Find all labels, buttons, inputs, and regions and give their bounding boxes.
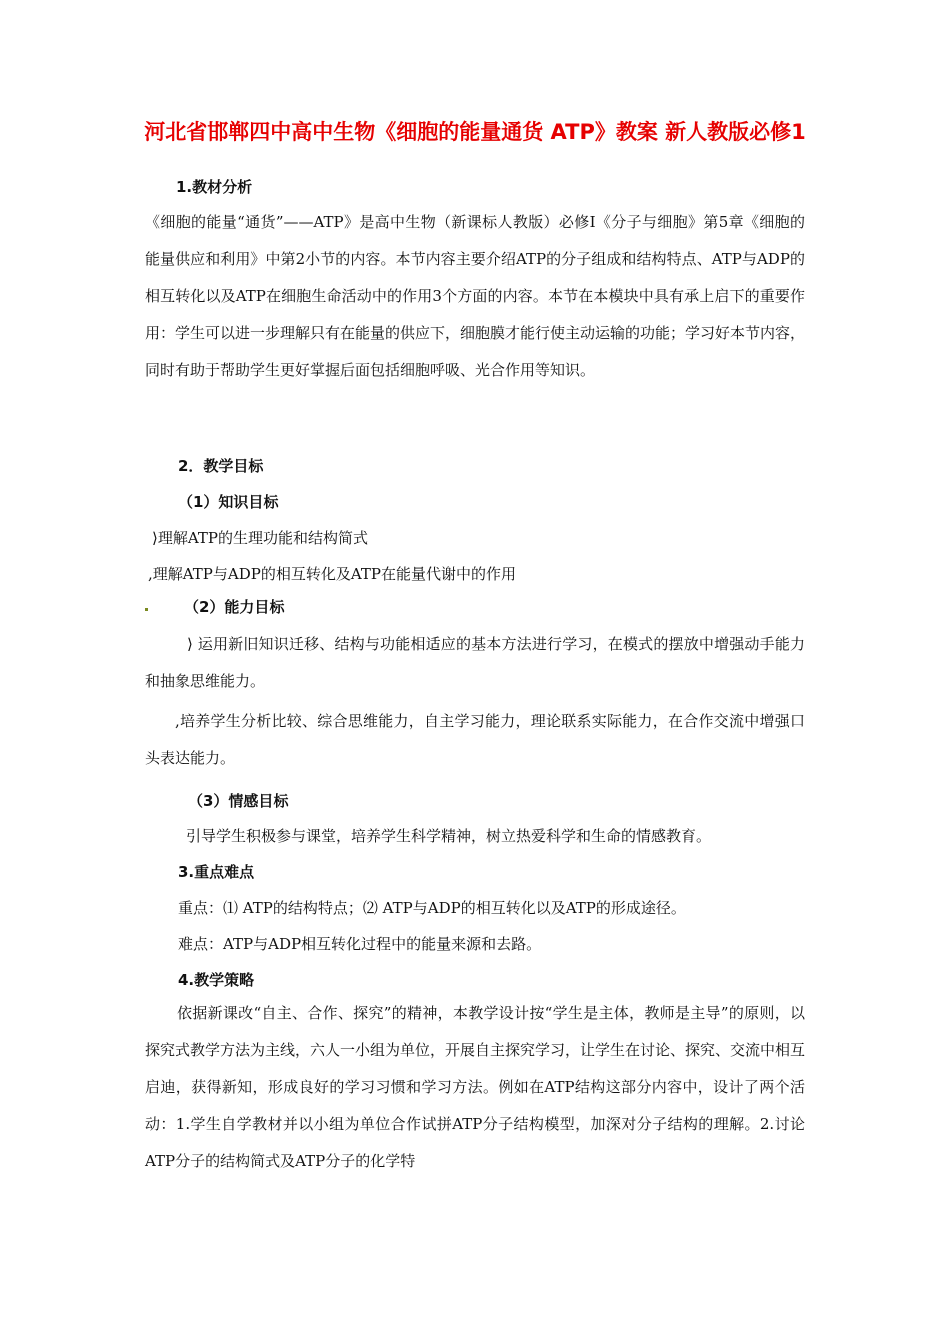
ability-goal-1: ⟩ 运用新旧知识迁移、结构与功能相适应的基本方法进行学习，在模式的摆放中增强动手能力和抽象思维能力。	[145, 635, 805, 690]
subheading-emotion-goals: （3）情感目标	[188, 792, 289, 810]
section-heading-teaching-strategy: 4.教学策略	[178, 971, 255, 989]
scan-mark	[145, 608, 148, 611]
knowledge-goal-2: ,理解ATP与ADP的相互转化及ATP在能量代谢中的作用	[148, 565, 516, 583]
section-heading-teaching-goals: 2．教学目标	[178, 457, 264, 475]
textbook-analysis-paragraph: 《细胞的能量“通货”——ATP》是高中生物（新课标人教版）必修Ⅰ《分子与细胞》第5章《细胞的能量供应和利用》中第2小节的内容。本节内容主要介绍ATP的分子组成和结构特点、ATP与ADP的相互转化以及ATP在细胞生命活动中的作用3个方面的内容。本节在本模块中具有承上启下的重要作用：学生可以进一步理解只有在能量的供应下，细胞膜才能行使主动运输的功能；学习好本节内容，同时有助于帮助学生更好掌握后面包括细胞呼吸、光合作用等知识。	[145, 213, 806, 379]
knowledge-goal-1: ⟩理解ATP的生理功能和结构简式	[152, 529, 368, 547]
document-title: 河北省邯郸四中高中生物《细胞的能量通货 ATP》教案 新人教版必修1	[144, 120, 806, 144]
subheading-knowledge-goals: （1）知识目标	[178, 493, 279, 511]
difficulty-text: 难点：ATP与ADP相互转化过程中的能量来源和去路。	[178, 935, 542, 953]
section-heading-textbook-analysis: 1.教材分析	[176, 178, 253, 196]
section-heading-key-points: 3.重点难点	[178, 863, 255, 881]
key-point-text: 重点：⑴ ATP的结构特点；⑵ ATP与ADP的相互转化以及ATP的形成途径。	[178, 899, 686, 917]
emotion-goal-1: 引导学生积极参与课堂，培养学生科学精神，树立热爱科学和生命的情感教育。	[186, 827, 712, 845]
ability-goal-2: ,培养学生分析比较、综合思维能力，自主学习能力，理论联系实际能力，在合作交流中增强口头表达能力。	[145, 712, 805, 767]
subheading-ability-goals: （2）能力目标	[184, 598, 285, 616]
teaching-strategy-paragraph: 依据新课改“自主、合作、探究”的精神，本教学设计按“学生是主体，教师是主导”的原则，以探究式教学方法为主线，六人一小组为单位，开展自主探究学习，让学生在讨论、探究、交流中相互启迪，获得新知，形成良好的学习习惯和学习方法。例如在ATP结构这部分内容中，设计了两个活动：1.学生自学教材并以小组为单位合作试拼ATP分子结构模型，加深对分子结构的理解。2.讨论ATP分子的结构简式及ATP分子的化学特	[145, 1004, 806, 1170]
